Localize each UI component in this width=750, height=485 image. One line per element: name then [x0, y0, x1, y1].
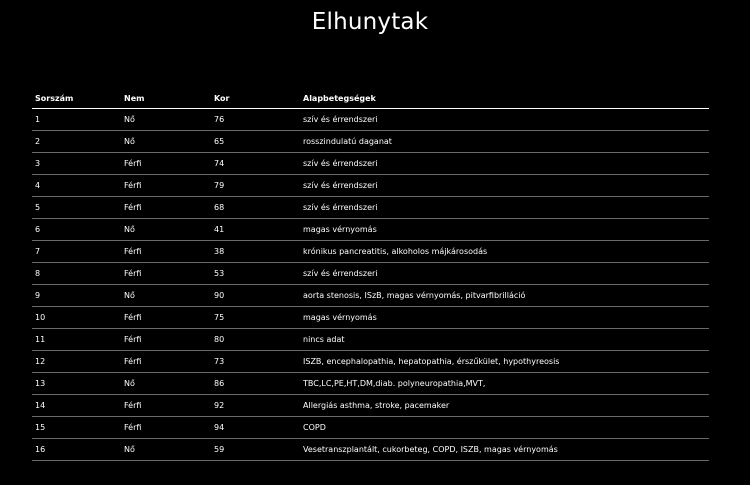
- table-body: [32, 109, 709, 461]
- cell-kor: 65: [211, 131, 300, 153]
- table-row: [32, 219, 709, 241]
- cell-alapbetegsegek: magas vérnyomás: [300, 307, 709, 329]
- cell-sorszam: 6: [32, 219, 121, 241]
- cell-sorszam: 11: [32, 329, 121, 351]
- table-row: [32, 329, 709, 351]
- cell-sorszam: 12: [32, 351, 121, 373]
- cell-nem: Nő: [121, 285, 211, 307]
- cell-alapbetegsegek: magas vérnyomás: [300, 219, 709, 241]
- cell-alapbetegsegek: szív és érrendszeri: [300, 175, 709, 197]
- cell-alapbetegsegek: szív és érrendszeri: [300, 153, 709, 175]
- table-row: [32, 351, 709, 373]
- cell-sorszam: 7: [32, 241, 121, 263]
- cell-kor: 53: [211, 263, 300, 285]
- table-row: [32, 153, 709, 175]
- cell-alapbetegsegek: Allergiás asthma, stroke, pacemaker: [300, 395, 709, 417]
- cell-nem: Nő: [121, 109, 211, 131]
- cell-nem: Férfi: [121, 329, 211, 351]
- table-row: [32, 417, 709, 439]
- cell-sorszam: 1: [32, 109, 121, 131]
- deceased-table: [32, 88, 709, 461]
- cell-sorszam: 8: [32, 263, 121, 285]
- cell-kor: 76: [211, 109, 300, 131]
- cell-kor: 73: [211, 351, 300, 373]
- cell-nem: Férfi: [121, 417, 211, 439]
- table-row: [32, 307, 709, 329]
- table-row: [32, 439, 709, 461]
- page-title: Elhunytak: [311, 9, 429, 35]
- cell-alapbetegsegek: COPD: [300, 417, 709, 439]
- column-header-alapbetegsegek: Alapbetegségek: [300, 88, 709, 109]
- cell-alapbetegsegek: szív és érrendszeri: [300, 197, 709, 219]
- cell-kor: 59: [211, 439, 300, 461]
- table-row: [32, 109, 709, 131]
- cell-kor: 75: [211, 307, 300, 329]
- cell-sorszam: 4: [32, 175, 121, 197]
- cell-alapbetegsegek: TBC,LC,PE,HT,DM,diab. polyneuropathia,MVT,: [300, 373, 709, 395]
- cell-kor: 74: [211, 153, 300, 175]
- cell-sorszam: 3: [32, 153, 121, 175]
- cell-nem: Nő: [121, 373, 211, 395]
- cell-nem: Férfi: [121, 351, 211, 373]
- cell-sorszam: 2: [32, 131, 121, 153]
- table-row: [32, 131, 709, 153]
- table-header-row: [32, 88, 709, 109]
- cell-sorszam: 5: [32, 197, 121, 219]
- table-row: [32, 395, 709, 417]
- cell-kor: 80: [211, 329, 300, 351]
- cell-kor: 92: [211, 395, 300, 417]
- cell-kor: 41: [211, 219, 300, 241]
- cell-nem: Férfi: [121, 395, 211, 417]
- cell-kor: 79: [211, 175, 300, 197]
- cell-alapbetegsegek: aorta stenosis, ISzB, magas vérnyomás, pitvarfibrilláció: [300, 285, 709, 307]
- cell-kor: 94: [211, 417, 300, 439]
- cell-kor: 90: [211, 285, 300, 307]
- cell-sorszam: 13: [32, 373, 121, 395]
- table-row: [32, 197, 709, 219]
- cell-kor: 38: [211, 241, 300, 263]
- cell-nem: Férfi: [121, 307, 211, 329]
- cell-nem: Nő: [121, 131, 211, 153]
- cell-alapbetegsegek: rosszindulatú daganat: [300, 131, 709, 153]
- cell-alapbetegsegek: krónikus pancreatitis, alkoholos májkárosodás: [300, 241, 709, 263]
- cell-sorszam: 14: [32, 395, 121, 417]
- table-row: [32, 241, 709, 263]
- cell-nem: Nő: [121, 439, 211, 461]
- cell-sorszam: 15: [32, 417, 121, 439]
- table-row: [32, 175, 709, 197]
- cell-alapbetegsegek: Vesetranszplantált, cukorbeteg, COPD, ISZB, magas vérnyomás: [300, 439, 709, 461]
- cell-nem: Férfi: [121, 197, 211, 219]
- cell-nem: Férfi: [121, 175, 211, 197]
- cell-nem: Férfi: [121, 263, 211, 285]
- table-row: [32, 285, 709, 307]
- cell-sorszam: 10: [32, 307, 121, 329]
- cell-alapbetegsegek: szív és érrendszeri: [300, 263, 709, 285]
- cell-nem: Nő: [121, 219, 211, 241]
- column-header-nem: Nem: [121, 88, 211, 109]
- cell-kor: 68: [211, 197, 300, 219]
- column-header-kor: Kor: [211, 88, 300, 109]
- table-row: [32, 373, 709, 395]
- cell-alapbetegsegek: szív és érrendszeri: [300, 109, 709, 131]
- cell-alapbetegsegek: nincs adat: [300, 329, 709, 351]
- cell-kor: 86: [211, 373, 300, 395]
- table-row: [32, 263, 709, 285]
- cell-alapbetegsegek: ISZB, encephalopathia, hepatopathia, érszűkület, hypothyreosis: [300, 351, 709, 373]
- cell-nem: Férfi: [121, 241, 211, 263]
- cell-sorszam: 16: [32, 439, 121, 461]
- column-header-sorszam: Sorszám: [32, 88, 121, 109]
- cell-sorszam: 9: [32, 285, 121, 307]
- cell-nem: Férfi: [121, 153, 211, 175]
